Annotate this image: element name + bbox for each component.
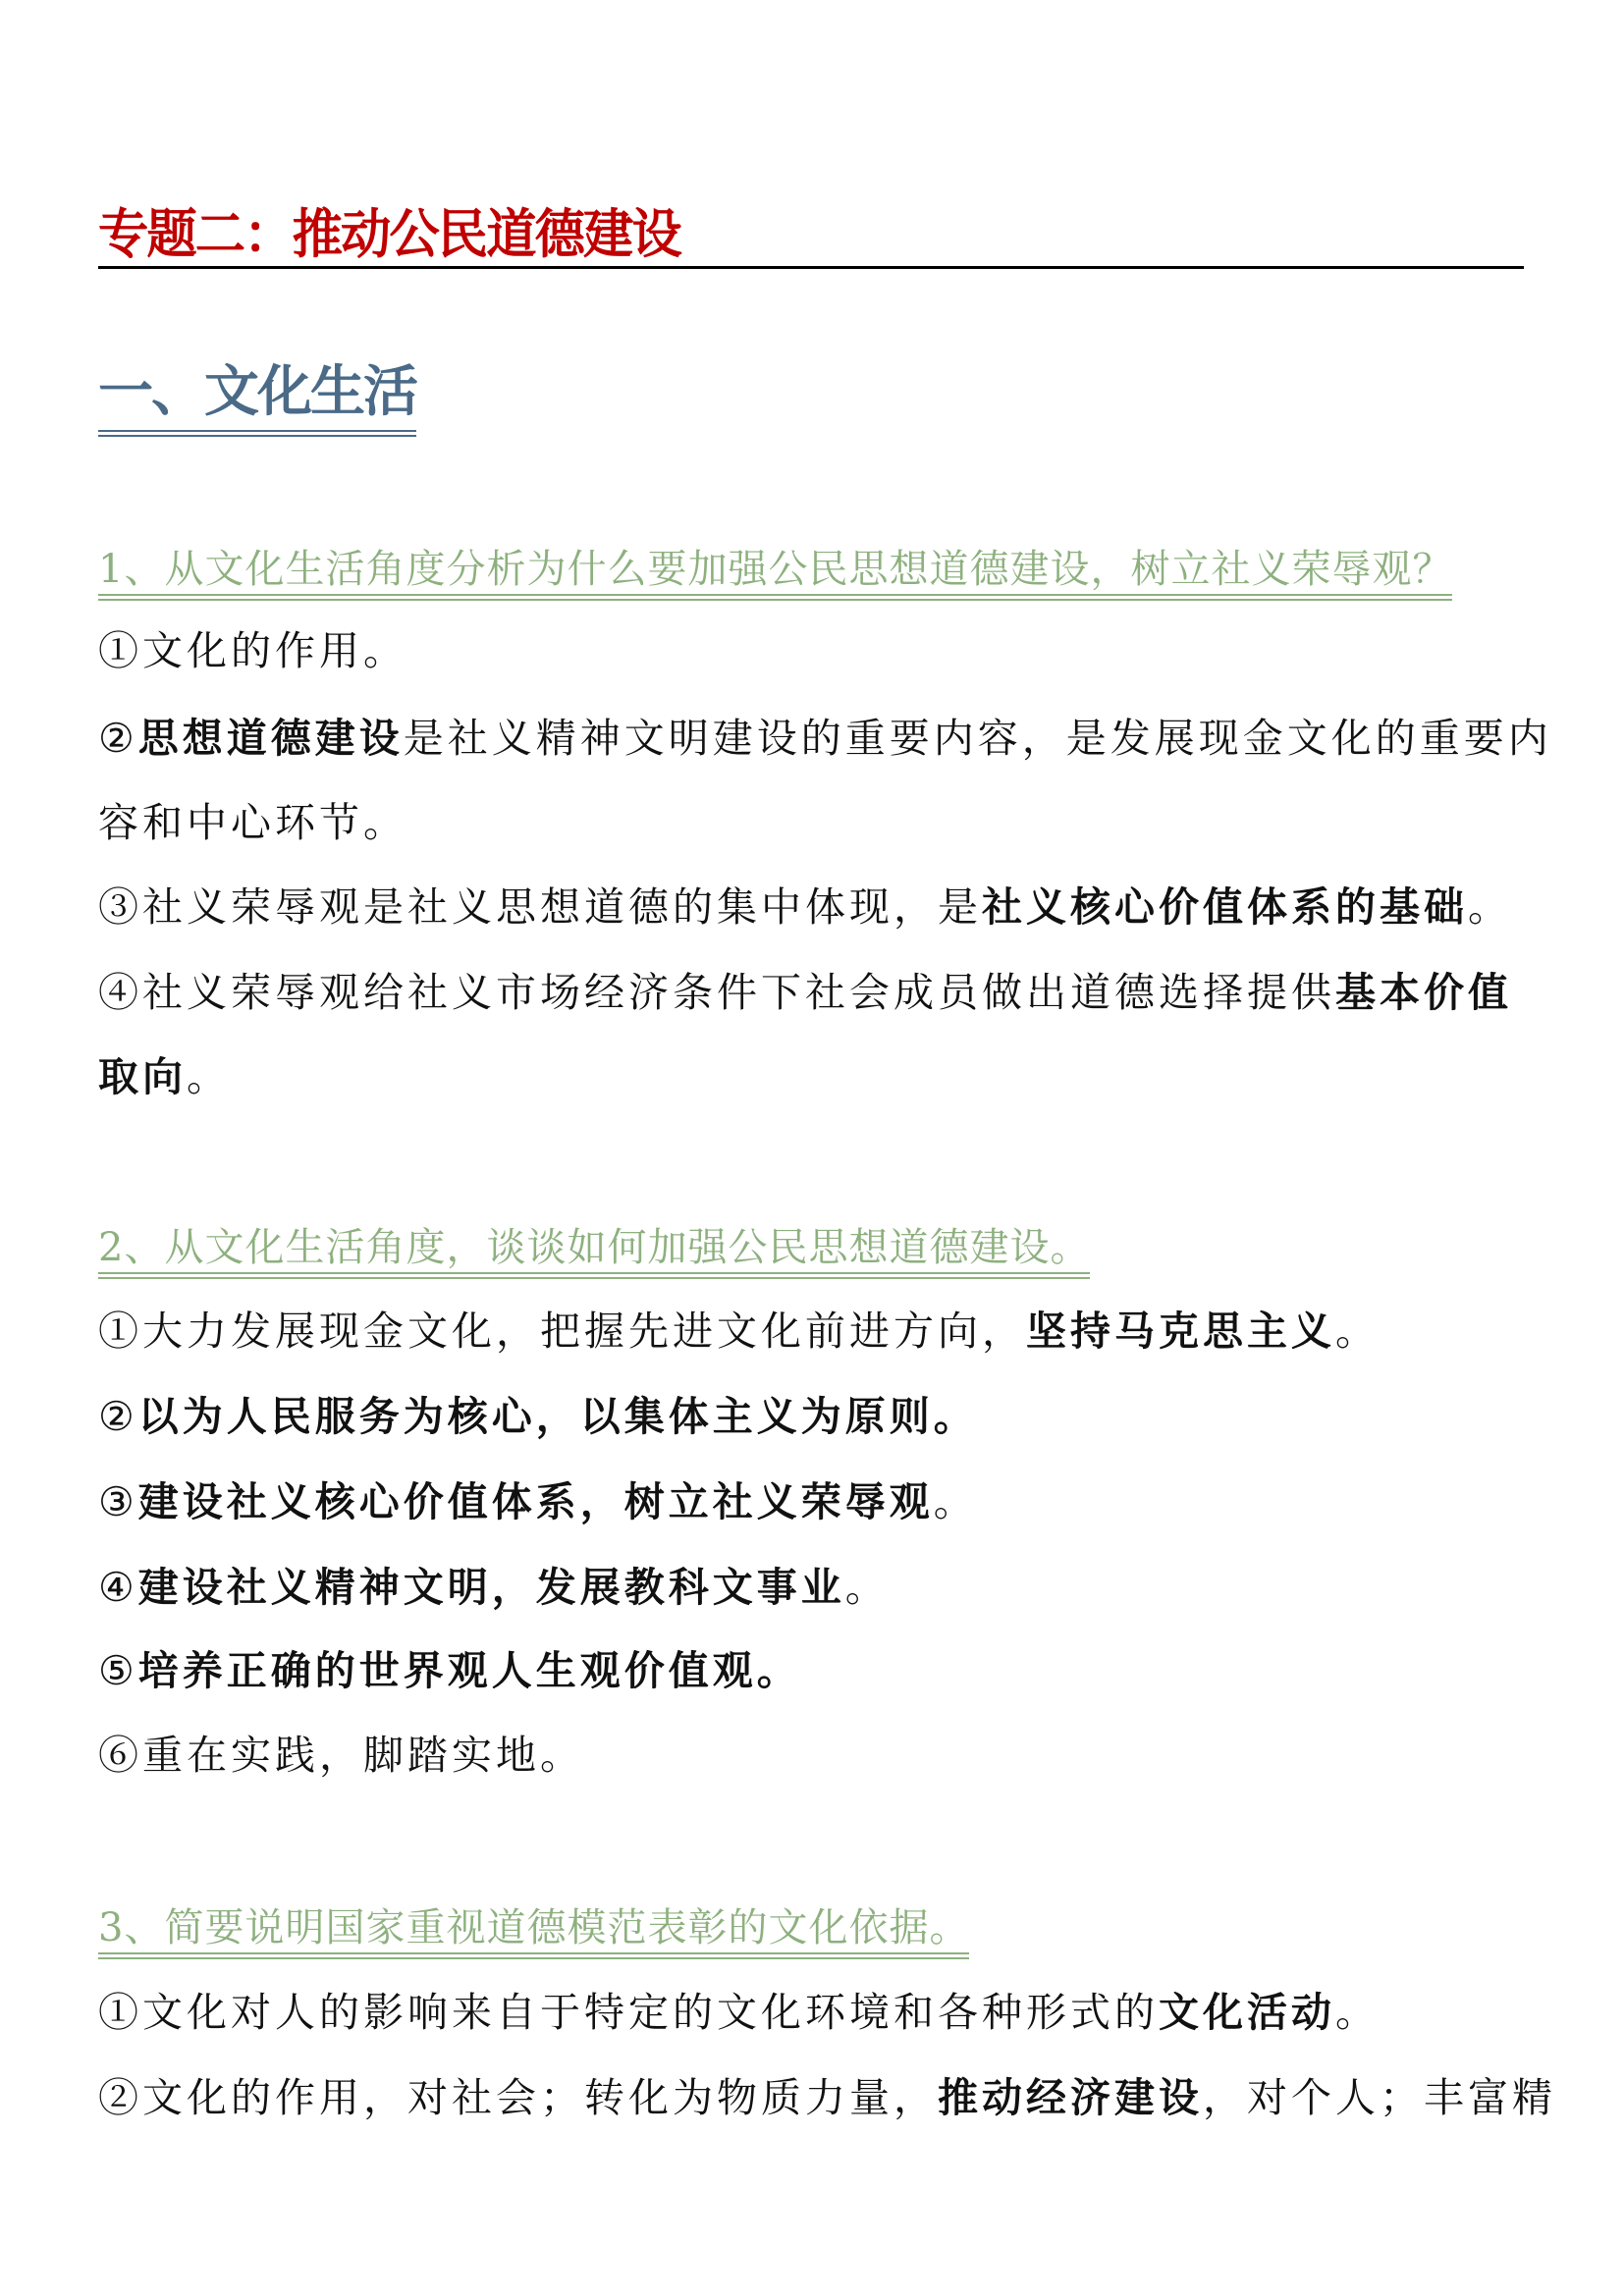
answer-line — [98, 1988, 1380, 2037]
bold-text: 培养正确的世界观人生观价值观。 — [137, 1647, 801, 1694]
text-run: 。 — [1335, 1989, 1380, 2036]
text-run: ①大力发展现金文化，把握先进文化前进方向， — [98, 1308, 1026, 1355]
text-run: ①文化对人的影响来自于特定的文化环境和各种形式的 — [98, 1989, 1159, 2036]
answer-line — [98, 2073, 1556, 2122]
answer-line — [98, 1307, 1380, 1356]
bold-text: 取向 — [98, 1053, 187, 1100]
text-run: ③ — [98, 1478, 138, 1525]
bold-text: 坚持马克思主义 — [1026, 1308, 1335, 1355]
answer-line — [98, 1392, 978, 1441]
answer-line — [98, 968, 1512, 1017]
question-heading: 2、从文化生活角度，谈谈如何加强公民思想道德建设。 — [98, 1223, 1090, 1279]
text-run: 容和中心环节。 — [98, 799, 407, 846]
question-heading: 3、简要说明国家重视道德模范表彰的文化依据。 — [98, 1903, 969, 1959]
text-run: ②文化的作用，对社会；转化为物质力量， — [98, 2074, 938, 2121]
bold-text: 文化活动 — [1159, 1989, 1335, 2036]
text-run: ①文化的作用。 — [98, 627, 407, 674]
text-run: ④社义荣辱观给社义市场经济条件下社会成员做出道德选择提供 — [98, 969, 1335, 1016]
answer-line — [98, 626, 407, 675]
text-run: 。 — [187, 1053, 231, 1100]
answer-line — [98, 1052, 231, 1101]
text-run: ② — [98, 715, 138, 762]
text-run: 。 — [933, 1478, 978, 1525]
text-run: ⑤ — [98, 1647, 138, 1694]
bold-text: 建设社义精神文明，发展教科文事业 — [137, 1564, 845, 1611]
text-run: ③社义荣辱观是社义思想道德的集中体现，是 — [98, 883, 982, 931]
text-run: ⑥重在实践，脚踏实地。 — [98, 1732, 584, 1779]
answer-line — [98, 1477, 978, 1526]
bold-text: 以为人民服务为核心，以集体主义为原则。 — [137, 1393, 978, 1440]
section-heading: 一、文化生活 — [98, 361, 416, 437]
bold-text: 思想道德建设 — [137, 715, 404, 762]
text-run: 。 — [1468, 883, 1512, 931]
text-run: 。 — [1335, 1308, 1380, 1355]
answer-line — [98, 882, 1512, 932]
title-divider — [98, 266, 1524, 269]
bold-text: 基本价值 — [1335, 969, 1512, 1016]
answer-line — [98, 714, 1552, 763]
question-heading: 1、从文化生活角度分析为什么要加强公民思想道德建设，树立社义荣辱观？ — [98, 545, 1452, 601]
text-run: 。 — [844, 1564, 890, 1611]
answer-line — [98, 1563, 890, 1612]
bold-text: 建设社义核心价值体系，树立社义荣辱观 — [137, 1478, 934, 1525]
answer-line — [98, 798, 407, 847]
text-run: ，对个人；丰富精 — [1203, 2074, 1556, 2121]
answer-line — [98, 1646, 801, 1695]
bold-text: 社义核心价值体系的基础 — [982, 883, 1468, 931]
text-run: ② — [98, 1393, 138, 1440]
bold-text: 推动经济建设 — [938, 2074, 1203, 2121]
page-title: 专题二：推动公民道德建设 — [98, 203, 680, 265]
text-run: ④ — [98, 1564, 138, 1611]
text-run: 是社义精神文明建设的重要内容，是发展现金文化的重要内 — [403, 715, 1552, 762]
answer-line — [98, 1731, 584, 1780]
